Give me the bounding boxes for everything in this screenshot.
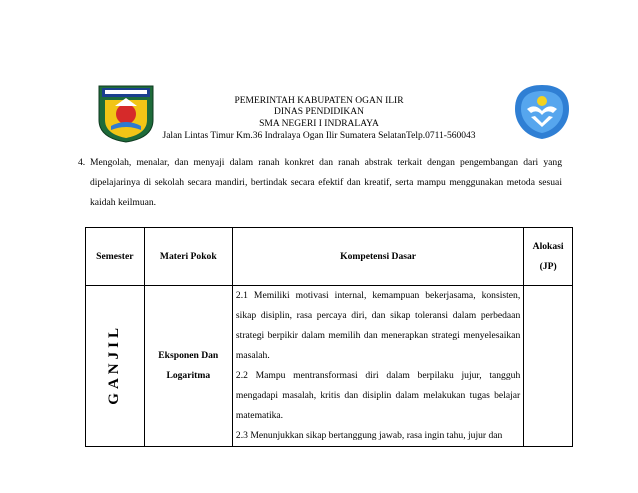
header-kompetensi-dasar: Kompetensi Dasar <box>232 228 523 286</box>
header-materi-pokok: Materi Pokok <box>144 228 232 286</box>
header-line-government: PEMERINTAH KABUPATEN OGAN ILIR <box>234 96 404 106</box>
semester-label: GANJIL <box>106 324 123 405</box>
table-row <box>86 286 573 447</box>
point-text: Mengolah, menalar, dan menyaji dalam ranah konkret dan ranah abstrak terkait dengan pengembangan dari yang dipelajarinya di sekolah secara mandiri, bertindak secara efektif dan kreatif, serta mampu menggunakan metoda sesuai kaidah keilmuan. <box>90 157 562 208</box>
kd-cell <box>232 286 523 447</box>
header-semester: Semester <box>86 228 145 286</box>
alokasi-unit: (JP) <box>539 260 557 272</box>
alokasi-label: Alokasi <box>532 240 564 252</box>
kd-item-2-1: 2.1 Memiliki motivasi internal, kemampuan bekerjasama, konsisten, sikap disiplin, rasa percaya diri, dan sikap toleransi dalam perbedaan strategi berpikir dalam memilih dan menerapkan strategi menyelesaikan masalah. <box>235 290 521 361</box>
header-line-address: Jalan Lintas Timur Km.36 Indralaya Ogan Ilir Sumatera SelatanTelp.0711-560043 <box>162 131 476 141</box>
materi-cell <box>144 286 232 447</box>
header-line-department: DINAS PENDIDIKAN <box>274 107 364 117</box>
materi-line-2: Logaritma <box>166 370 211 381</box>
alokasi-cell <box>524 286 573 447</box>
competency-table <box>85 227 573 447</box>
point-number: 4. <box>78 157 86 168</box>
competency-point-4 <box>78 153 562 213</box>
materi-line-1: Eksponen Dan <box>158 350 219 361</box>
header-alokasi <box>524 228 573 286</box>
kd-item-2-2: 2.2 Mampu mentransformasi diri dalam berpilaku jujur, tangguh mengadapi masalah, kritis dan disiplin dalam melakukan tugas belajar matematika. <box>235 370 521 421</box>
header-line-school: SMA NEGERI I INDRALAYA <box>259 119 379 129</box>
kd-item-2-3: 2.3 Menunjukkan sikap bertanggung jawab, rasa ingin tahu, jujur dan <box>235 430 503 441</box>
table-header-row <box>86 228 573 286</box>
semester-cell <box>86 286 145 447</box>
